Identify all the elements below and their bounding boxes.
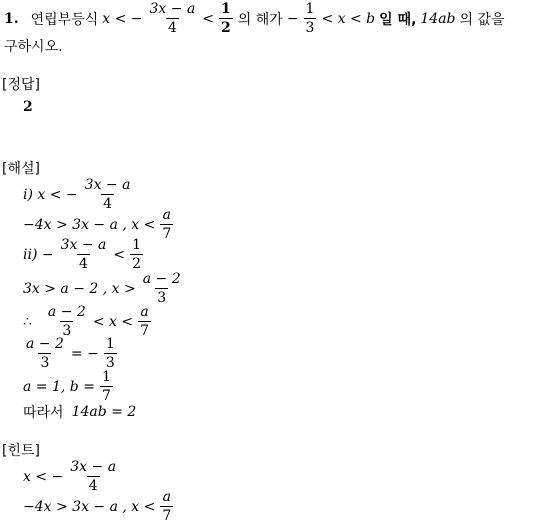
solution-step-6-fraction-2: $\frac{1}{3}$ (105, 336, 115, 371)
solution-step-6: $\frac{a - 2}{3}$ = − $\frac{1}{3}$ (26, 336, 115, 371)
problem-ineq-lhs: x < − (102, 10, 143, 27)
solution-step-3-fraction-1: $\frac{3x - a}{4}$ (60, 237, 107, 272)
problem-number: 1. (4, 10, 19, 27)
problem-range: < x < b (321, 10, 376, 27)
problem-text-4: 의 값을 (459, 11, 505, 28)
solution-step-1-fraction: $\frac{3x - a}{4}$ (84, 177, 131, 212)
solution-step-5-fraction-2: $\frac{a}{7}$ (140, 304, 149, 339)
solution-step-5-fraction-1: $\frac{a - 2}{3}$ (47, 304, 86, 339)
therefore-symbol: ∴ (23, 313, 32, 330)
answer-label: [정답] (2, 77, 40, 93)
problem-fraction-third: $\frac{1}{3}$ (305, 1, 315, 36)
problem-fraction-main: $\frac{3x - a}{4}$ (149, 1, 196, 36)
problem-text-2: 의 해가 (237, 11, 283, 28)
solution-step-6-fraction-1: $\frac{a - 2}{3}$ (26, 336, 64, 371)
problem-lt: < (202, 10, 215, 27)
hint-label: [힌트] (2, 443, 40, 459)
solution-step-3: ii) − $\frac{3x - a}{4}$ < $\frac{1}{2}$ (23, 237, 142, 272)
hint-step-2-fraction: $\frac{a}{7}$ (162, 489, 172, 524)
hint-step-1-fraction: $\frac{3x - a}{4}$ (70, 459, 117, 494)
solution-step-1: i) x < − $\frac{3x - a}{4}$ (23, 177, 131, 212)
solution-step-8: 따라서 14ab = 2 (23, 404, 137, 421)
solution-step-7-fraction: $\frac{1}{7}$ (101, 369, 111, 404)
problem-neg: − (286, 10, 299, 27)
solution-step-5: ∴ $\frac{a - 2}{3}$ < x < $\frac{a}{7}$ (23, 304, 149, 339)
solution-step-7: a = 1, b = $\frac{1}{7}$ (23, 369, 111, 404)
problem-text-3: 일 때, (379, 11, 417, 28)
solution-step-4-fraction: $\frac{a - 2}{3}$ (142, 271, 181, 306)
solution-step-4: 3x > a − 2 , x > $\frac{a - 2}{3}$ (23, 271, 181, 306)
solution-step-3-fraction-2: $\frac{1}{2}$ (132, 237, 142, 272)
answer-value: 2 (23, 99, 33, 115)
problem-text-1: 연립부등식 (30, 11, 99, 28)
solution-step-2: −4x > 3x − a , x < $\frac{a}{7}$ (23, 207, 172, 242)
problem-line-2: 구하시오. (4, 39, 63, 55)
solution-label: [해설] (2, 161, 40, 177)
problem-line-1 (4, 2, 505, 35)
problem-fraction-half: $\frac{1}{2}$ (221, 1, 231, 36)
solution-step-2-fraction: $\frac{a}{7}$ (162, 207, 172, 242)
hint-step-1: x < − $\frac{3x - a}{4}$ (23, 459, 117, 494)
hint-step-2: −4x > 3x − a , x < $\frac{a}{7}$ (23, 489, 172, 524)
problem-expr: 14ab (420, 10, 456, 27)
